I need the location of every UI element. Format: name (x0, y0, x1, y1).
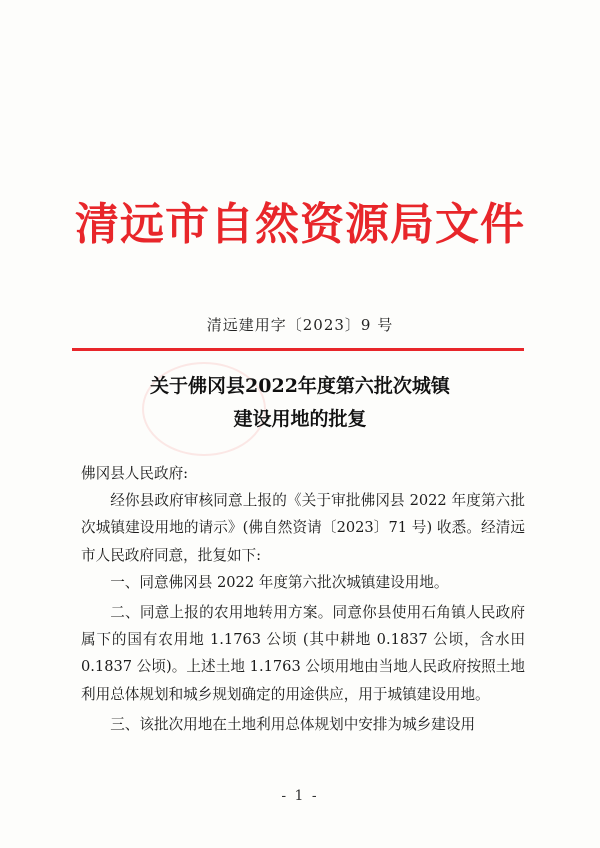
document-body (81, 460, 525, 738)
paragraph-item-2: 二、同意上报的农用地转用方案。同意你县使用石角镇人民政府属下的国有农用地 1.1763 公顷 (其中耕地 0.1837 公顷，含水田 0.1837 公顷)。上述土地 1.1763 公顷用地由当地人民政府按照土地利用总体规划和城乡规划确定的用途供应，用于城镇建设用地。 (81, 604, 525, 703)
page-number: - 1 - (281, 788, 319, 804)
subject-line-2: 建设用地的批复 (233, 408, 367, 430)
red-divider-line (72, 348, 524, 351)
document-subject (0, 370, 600, 436)
document-number: 清远建用字〔2023〕9 号 (206, 316, 394, 334)
paragraph-intro: 经你县政府审核同意上报的《关于审批佛冈县 2022 年度第六批次城镇建设用地的请示》(佛自然资请〔2023〕71 号) 收悉。经清远市人民政府同意，批复如下: (81, 492, 525, 564)
subject-line-1: 关于佛冈县2022年度第六批次城镇 (150, 375, 450, 397)
issuing-authority-title: 清远市自然资源局文件 (75, 199, 525, 250)
paragraph-item-3: 三、该批次用地在土地利用总体规划中安排为城乡建设用 (110, 715, 476, 733)
salutation: 佛冈县人民政府: (81, 465, 189, 482)
paragraph-item-1: 一、同意佛冈县 2022 年度第六批次城镇建设用地。 (110, 573, 449, 591)
